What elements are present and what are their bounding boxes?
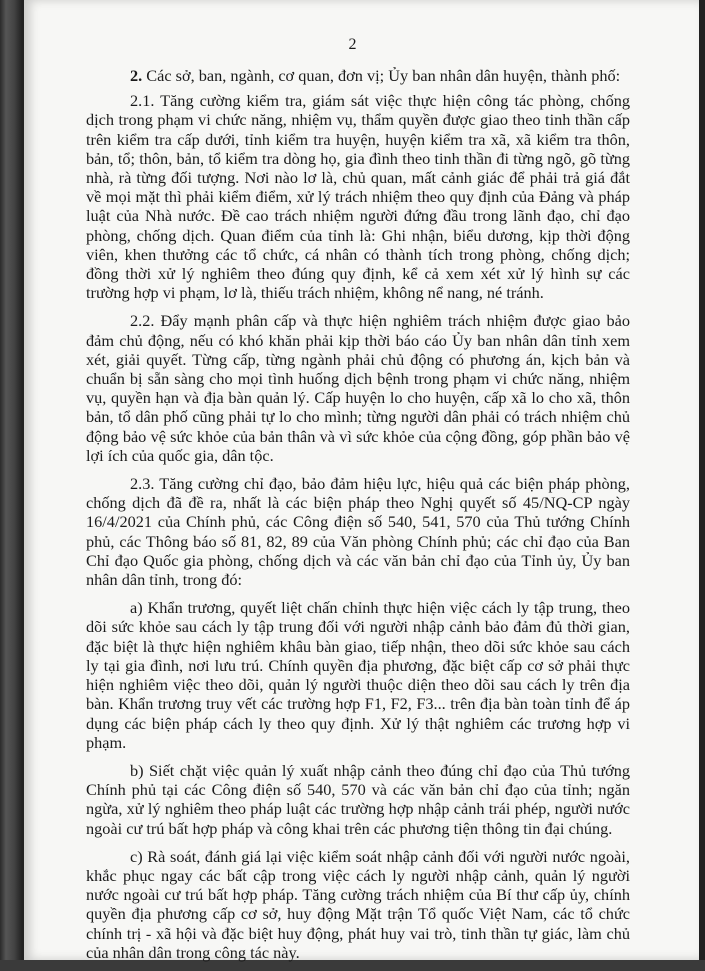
section-heading-text: Các sở, ban, ngành, cơ quan, đơn vị; Ủy ban nhân dân huyện, thành phố: xyxy=(142,66,621,85)
page-number: 2 xyxy=(348,36,357,53)
document-body xyxy=(86,66,630,971)
paragraph-2-3-a: a) Khẩn trương, quyết liệt chấn chỉnh thực hiện việc cách ly tập trung, theo dõi sức khỏe sau cách ly tập trung đối với người nhập cảnh bảo đảm đủ thời gian, đặc biệt là thực hiện nghiêm khâu bàn giao, tiếp nhận, theo dõi sức khỏe sau cách ly tại gia đình, nơi lưu trú. Chính quyền địa phương, đặc biệt cấp cơ sở phải thực hiện nghiêm việc theo dõi, quản lý người thuộc diện theo dõi sau cách ly trên địa bàn. Khẩn trương truy vết các trường hợp F1, F2, F3... trên địa bàn toàn tỉnh để áp dụng các biện pháp cách ly theo quy định. Xử lý thật nghiêm các trương hợp vi phạm. xyxy=(86,598,630,752)
paragraph-2-3-c: c) Rà soát, đánh giá lại việc kiểm soát nhập cảnh đối với người nước ngoài, khắc phục ngay các bất cập trong việc cách ly người nhập cảnh, quản lý người nước ngoài cư trú bất hợp pháp. Tăng cường trách nhiệm của Bí thư cấp ủy, chính quyền địa phương cấp cơ sở, huy động Mặt trận Tổ quốc Việt Nam, các tổ chức chính trị - xã hội và đặc biệt huy động, phát huy vai trò, tinh thần tự giác, làm chủ của nhân dân trong công tác này. xyxy=(86,846,630,962)
section-heading xyxy=(86,66,630,85)
paragraph-2-2: 2.2. Đẩy mạnh phân cấp và thực hiện nghiêm trách nhiệm được giao bảo đảm chủ động, nếu có khó khăn phải kịp thời báo cáo Ủy ban nhân dân tỉnh xem xét, giải quyết. Từng cấp, từng ngành phải chủ động có phương án, kịch bản và chuẩn bị sẵn sàng cho mọi tình huống dịch bệnh trong phạm vi chức năng, nhiệm vụ, quyền hạn và địa bàn quản lý. Cấp huyện lo cho huyện, cấp xã lo cho xã, thôn bản, tổ dân phố cũng phải tự lo cho mình; từng người dân phải có trách nhiệm chủ động bảo vệ sức khỏe của bản thân và vì sức khỏe của cộng đồng, góp phần bảo vệ lợi ích của quốc gia, dân tộc. xyxy=(86,311,630,465)
section-heading-number: 2. xyxy=(130,66,143,85)
paragraph-2-1: 2.1. Tăng cường kiểm tra, giám sát việc thực hiện công tác phòng, chống dịch trong phạm vi chức năng, nhiệm vụ, thẩm quyền được giao theo tinh thần cấp trên kiểm tra cấp dưới, tỉnh kiểm tra huyện, huyện kiểm tra xã, xã kiểm tra thôn, bản, tổ; thôn, bản, tổ kiểm tra dòng họ, gia đình theo tinh thần đi từng ngõ, gõ từng nhà, rà từng đối tượng. Nơi nào lơ là, chủ quan, mất cảnh giác để phải trả giá đắt về mọi mặt thì phải kiểm điểm, xử lý trách nhiệm theo quy định của Đảng và pháp luật của Nhà nước. Đề cao trách nhiệm người đứng đầu trong lãnh đạo, chỉ đạo phòng, chống dịch. Quan điểm của tỉnh là: Ghi nhận, biểu dương, kịp thời động viên, khen thưởng các tổ chức, cá nhân có thành tích trong phòng, chống dịch; đồng thời xử lý nghiêm theo đúng quy định, kể cả xem xét xử lý hình sự các trường hợp vi phạm, lơ là, thiếu trách nhiệm, không nể nang, né tránh. xyxy=(86,91,630,303)
paragraph-2-3: 2.3. Tăng cường chỉ đạo, bảo đảm hiệu lực, hiệu quả các biện pháp phòng, chống dịch đã đề ra, nhất là các biện pháp theo Nghị quyết số 45/NQ-CP ngày 16/4/2021 của Chính phủ, các Công điện số 540, 541, 570 của Thủ tướng Chính phủ, các Thông báo số 81, 82, 89 của Văn phòng Chính phủ; các chỉ đạo của Ban Chỉ đạo Quốc gia phòng, chống dịch và các văn bản chỉ đạo của Tỉnh ủy, Ủy ban nhân dân tỉnh, trong đó: xyxy=(86,474,630,590)
paragraph-2-3-b: b) Siết chặt việc quản lý xuất nhập cảnh theo đúng chỉ đạo của Thủ tướng Chính phủ tại các Công điện số 540, 570 và các văn bản chỉ đạo của tỉnh; ngăn ngừa, xử lý nghiêm theo pháp luật các trường hợp nhập cảnh trái phép, người nước ngoài cư trú bất hợp pháp và công khai trên các phương tiện thông tin đại chúng. xyxy=(86,760,630,838)
